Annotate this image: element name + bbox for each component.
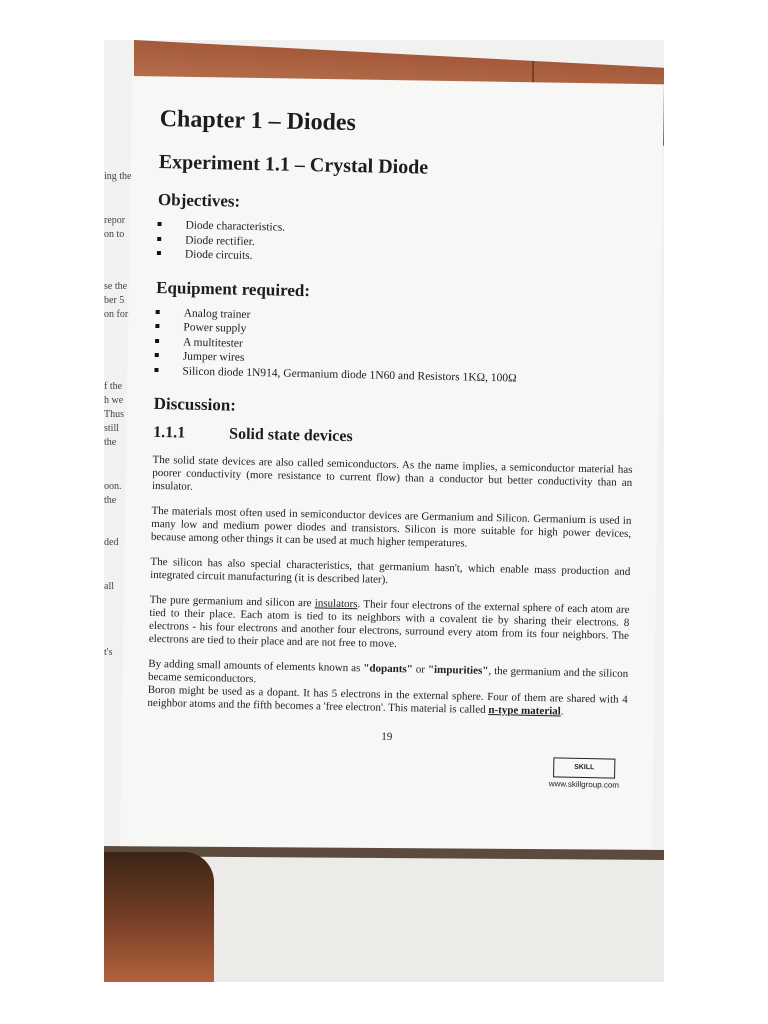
section-title: Solid state devices <box>228 425 353 446</box>
margin-fragment: on to <box>104 229 125 240</box>
paragraph <box>149 594 630 656</box>
text-run: . <box>560 705 564 718</box>
section-number: 1.1.1 <box>152 423 186 442</box>
margin-fragment: the <box>104 437 117 448</box>
margin-fragment: f the <box>104 381 123 392</box>
text-run: , the germanium and the silicon became semiconductors. <box>147 665 629 686</box>
margin-fragment: Thus <box>104 409 124 420</box>
list-item: A multitester <box>155 334 635 359</box>
text-run: Boron might be used as a dopant. It has 5 electrons in the external sphere. Four of them are shared with 4 neighbor atoms and the fifth becomes a 'free electron'. This material is called <box>147 683 628 717</box>
paragraph: The materials most often used in semiconductor devices are Germanium and Silicon. Germanium is used in many low and medium power diodes and transistors. Silicon is more suitable for high power devices, because among other things it can be used at much higher temperatures. <box>150 504 632 550</box>
equipment-list <box>154 305 635 388</box>
objectives-list <box>157 218 638 272</box>
list-item: Analog trainer <box>156 305 636 330</box>
margin-fragment: h we <box>104 395 124 406</box>
bold-underlined-term: n-type material <box>488 704 561 718</box>
paragraph: The solid state devices are also called semiconductors. As the name implies, a semiconductor material has poorer conductivity (more resistance to current flow) than a conductor but better conductivity than an insulator. <box>151 453 633 493</box>
margin-fragment: se the <box>104 281 128 292</box>
discussion-heading: Discussion: <box>153 393 237 415</box>
list-item: Jumper wires <box>155 349 635 374</box>
section-heading <box>153 424 633 452</box>
chapter-title: Chapter 1 – Diodes <box>159 106 357 137</box>
margin-fragment: on for <box>104 309 129 320</box>
list-item: Power supply <box>155 320 635 345</box>
margin-fragment: ded <box>104 537 119 548</box>
text-run: . Their four electrons of the external sphere of each atom are tied to their place. Each atom is tied to its neighbors with a covalent tie by sharing their electrons. 8 electrons - his four electrons and another four electrons, surround every atom from its four neighbors. The electrons are tied to their place and are not free to move. <box>148 598 630 651</box>
logo-url: www.skillgroup.com <box>548 779 620 790</box>
list-item: Diode circuits. <box>157 247 637 272</box>
bold-term: "dopants" <box>363 662 413 676</box>
logo-emblem: SKILL <box>553 757 615 778</box>
margin-fragment: still <box>104 423 120 434</box>
publisher-logo <box>536 757 633 790</box>
list-item: Diode characteristics. <box>157 218 637 243</box>
margin-fragment: all <box>104 581 114 592</box>
margin-fragment: ber 5 <box>104 295 125 306</box>
experiment-title: Experiment 1.1 – Crystal Diode <box>158 150 429 179</box>
text-run: or <box>412 663 429 676</box>
photo-frame <box>104 40 664 982</box>
objectives-heading: Objectives: <box>157 189 241 211</box>
margin-fragment: repor <box>104 215 126 226</box>
bold-term: "impurities" <box>427 663 489 678</box>
underlined-term: insulators <box>314 597 358 611</box>
finger-shadow <box>104 852 214 982</box>
list-item: Silicon diode 1N914, Germanium diode 1N60 and Resistors 1KΩ, 100Ω <box>154 363 634 388</box>
page-content <box>147 106 640 790</box>
margin-fragment: t's <box>104 647 113 658</box>
text-run: The pure germanium and silicon are <box>149 593 315 610</box>
margin-fragment: the <box>104 495 117 506</box>
text-run: By adding small amounts of elements known as <box>148 657 364 675</box>
margin-fragment: ing the <box>104 171 132 182</box>
page-number: 19 <box>381 730 393 744</box>
list-item: Diode rectifier. <box>157 232 637 257</box>
equipment-heading: Equipment required: <box>156 277 311 300</box>
margin-fragment: oon. <box>104 481 122 492</box>
paragraph: The silicon has also special characteristics, that germanium hasn't, which enable mass production and integrated circuit manufacturing (it is described later). <box>150 555 631 586</box>
